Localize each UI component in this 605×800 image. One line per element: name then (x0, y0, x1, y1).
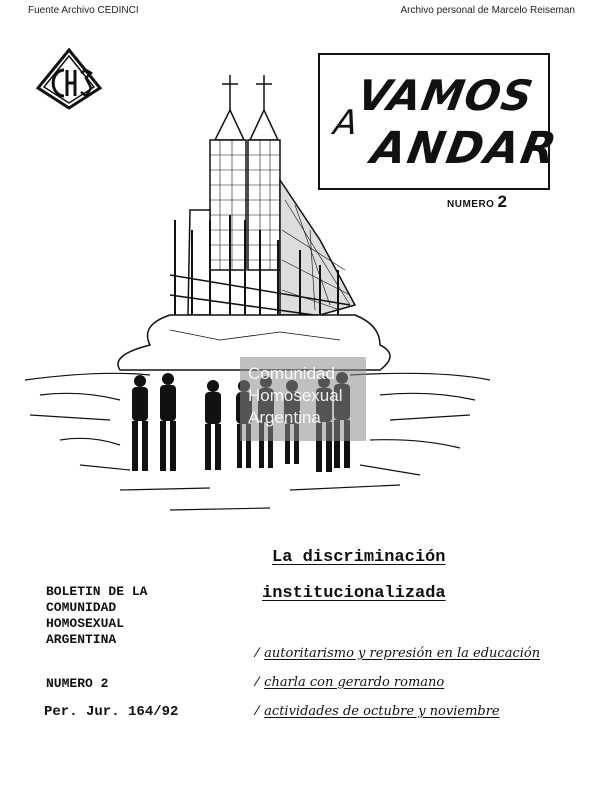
watermark-line: Homosexual (248, 386, 343, 405)
masthead-issue (447, 192, 507, 212)
watermark-line: Argentina (248, 408, 321, 427)
issue-number: 2 (497, 192, 507, 211)
topic-text: charla con gerardo romano (264, 675, 445, 690)
feature-title-line1: La discriminación (272, 548, 446, 567)
publication-name (46, 584, 147, 648)
feature-title (262, 548, 446, 603)
publication-line: COMUNIDAD (46, 600, 117, 615)
masthead-vamos: VAMOS (353, 71, 538, 120)
topic-text: actividades de octubre y noviembre (264, 704, 500, 719)
watermark-line: Comunidad (248, 364, 335, 383)
publication-registration: Per. Jur. 164/92 (44, 704, 179, 720)
masthead-andar: ANDAR (367, 123, 562, 174)
topic-text: autoritarismo y represión en la educación (264, 646, 541, 661)
source-credit-left: Fuente Archivo CEDINCI (28, 5, 139, 16)
topic-item (256, 675, 596, 690)
topic-item (256, 704, 596, 719)
bullet-icon: ⁄ (256, 675, 259, 690)
masthead-a: A (331, 103, 361, 143)
issue-label: NUMERO (447, 199, 495, 210)
publication-line: BOLETIN DE LA (46, 584, 148, 599)
publication-line: HOMOSEXUAL (46, 616, 125, 631)
archive-watermark (240, 357, 366, 441)
publication-issue: NUMERO 2 (46, 676, 109, 691)
topic-item (256, 646, 596, 661)
bullet-icon: ⁄ (256, 646, 259, 661)
topic-list (256, 646, 596, 733)
masthead-box (318, 53, 562, 190)
publication-line: ARGENTINA (46, 632, 117, 647)
feature-title-line2: institucionalizada (262, 584, 446, 603)
bullet-icon: ⁄ (256, 704, 259, 719)
source-credit-right: Archivo personal de Marcelo Reiseman (400, 5, 575, 16)
